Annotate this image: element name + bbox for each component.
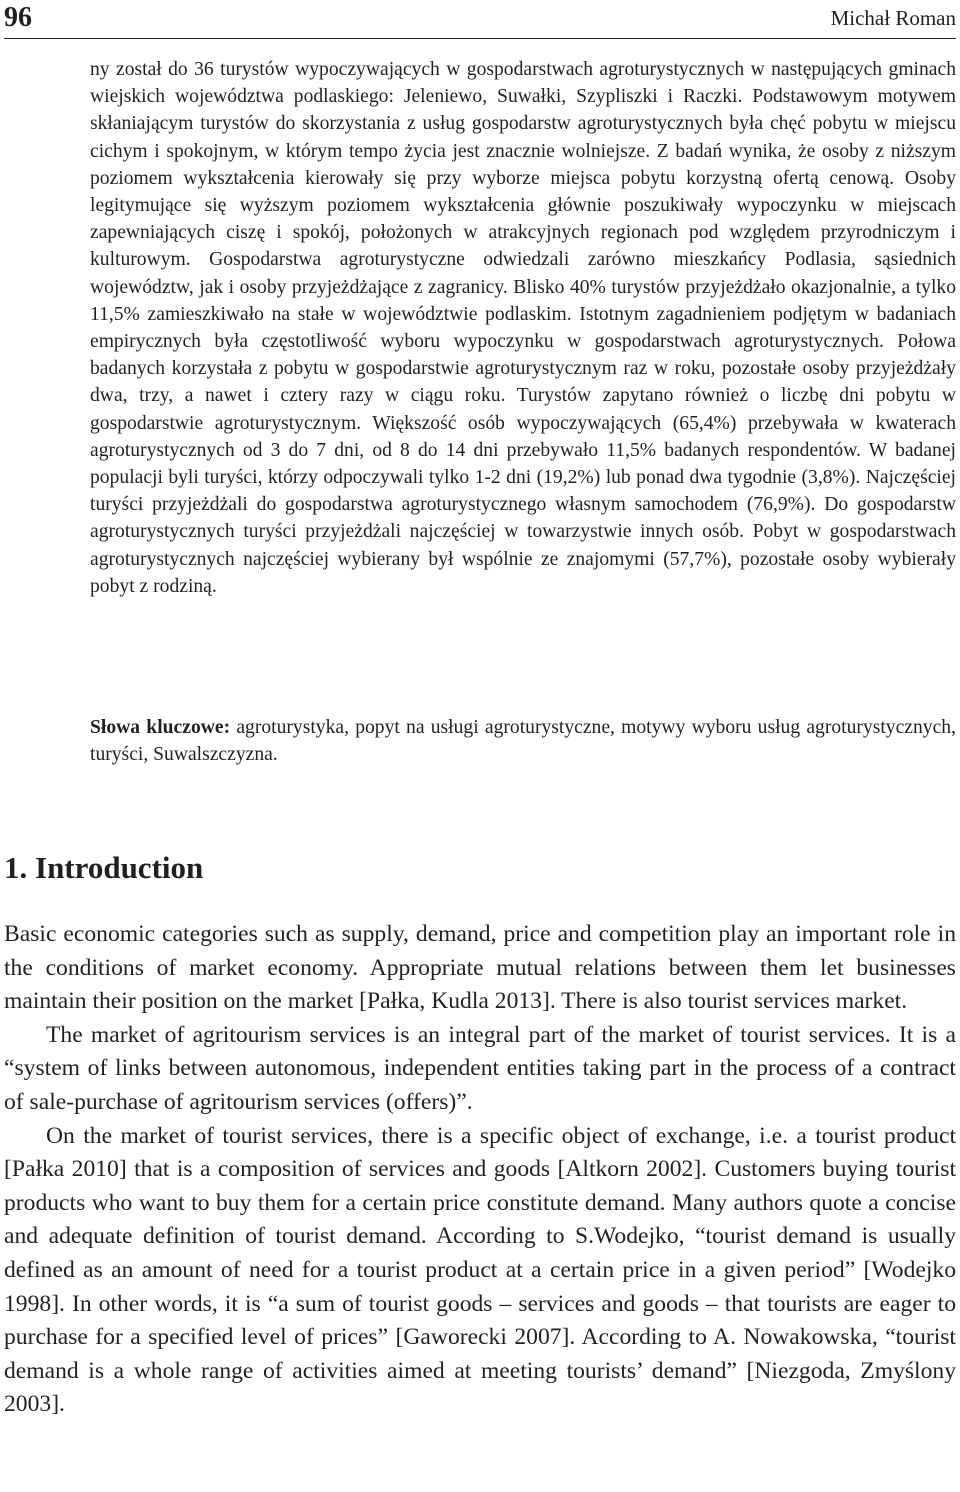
abstract	[90, 56, 956, 600]
body-paragraph: On the market of tourist services, there is a specific object of exchange, i.e. a tourist product [Pałka 2010] that is a composition of services and goods [Altkorn 2002]. Customers buying tourist products who want to buy them for a certain price constitute demand. Many authors quote a concise and adequate definition of tourist demand. According to S.Wodejko, “tourist demand is usually defined as an amount of need for a tourist product at a certain price in a given period” [Wodejko 1998]. In other words, it is “a sum of tourist goods – services and goods – that tourists are eager to purchase for a specified level of prices” [Gaworecki 2007]. According to A. Nowakowska, “tourist demand is a whole range of activities aimed at meeting tourists’ demand” [Niezgoda, Zmyślony 2003].	[4, 1122, 956, 1418]
running-head-author: Michał Roman	[830, 6, 956, 30]
keywords	[90, 714, 956, 768]
body-paragraph: The market of agritourism services is an integral part of the market of tourist services. It is a “system of links between autonomous, independent entities taking part in the process of a contract of sale-purchase of agritourism services (offers)”.	[4, 1021, 956, 1115]
page-number: 96	[4, 2, 32, 33]
abstract-paragraph: ny został do 36 turystów wypoczywających w gospodarstwach agroturystycznych w następujących gminach wiejskich województwa podlaskiego: Jeleniewo, Suwałki, Szypliszki i Raczki. Podstawowym motywem skłaniającym turystów do skorzystania z usług gospodarstw agroturystycznych była chęć pobytu w miejscu cichym i spokojnym, w którym tempo życia jest znacznie wolniejsze. Z badań wynika, że osoby z niższym poziomem wykształcenia kierowały się przy wyborze miejsca pobytu korzystną ofertą cenową. Osoby legitymujące się wyższym poziomem wykształcenia głównie poszukiwały wypoczynku w miejscach zapewniających ciszę i spokój, położonych w atrakcyjnych regionach pod względem przyrodniczym i kulturowym. Gospodarstwa agroturystyczne odwiedzali zarówno mieszkańcy Podlasia, sąsiednich województw, jak i osoby przyjeżdżające z zagranicy. Blisko 40% turystów przyjeżdżało okazjonalnie, a tylko 11,5% zamieszkiwało na stałe w województwie podlaskim. Istotnym zagadnieniem podjętym w badaniach empirycznych była częstotliwość wyboru wypoczynku w gospodarstwach agroturystycznych. Połowa badanych korzystała z pobytu w gospodarstwie agroturystycznym raz w roku, pozostałe osoby przyjeżdżały dwa, trzy, a nawet i cztery razy w ciągu roku. Turystów zapytano również o liczbę dni pobytu w gospodarstwie agroturystycznym. Większość osób wypoczywających (65,4%) przebywała w kwaterach agroturystycznych od 3 do 7 dni, od 8 do 14 dni przebywało 11,5% badanych respondentów. W badanej populacji byli turyści, którzy odpoczywali tylko 1-2 dni (19,2%) lub ponad dwa tygodnie (3,8%). Najczęściej turyści przyjeżdżali do gospodarstwa agroturystycznego własnym samochodem (76,9%). Do gospodarstw agroturystycznych turyści przyjeżdżali najczęściej w towarzystwie innych osób. Pobyt w gospodarstwach agroturystycznych najczęściej wybierany był wspólnie ze znajomymi (57,7%), pozostałe osoby wybierały pobyt z rodziną.	[90, 59, 956, 597]
keywords-label: Słowa kluczowe:	[90, 717, 231, 738]
section-title: 1. Introduction	[4, 850, 204, 885]
section-body	[4, 918, 956, 1422]
keywords-text: agroturystyka, popyt na usługi agroturystyczne, motywy wyboru usług agroturystycznych, turyści, Suwalszczyzna.	[90, 717, 956, 766]
running-header	[4, 0, 956, 39]
body-paragraph: Basic economic categories such as supply, demand, price and competition play an important role in the conditions of market economy. Appropriate mutual relations between them let businesses maintain their position on the market [Pałka, Kudla 2013]. There is also tourist services market.	[4, 921, 956, 1015]
